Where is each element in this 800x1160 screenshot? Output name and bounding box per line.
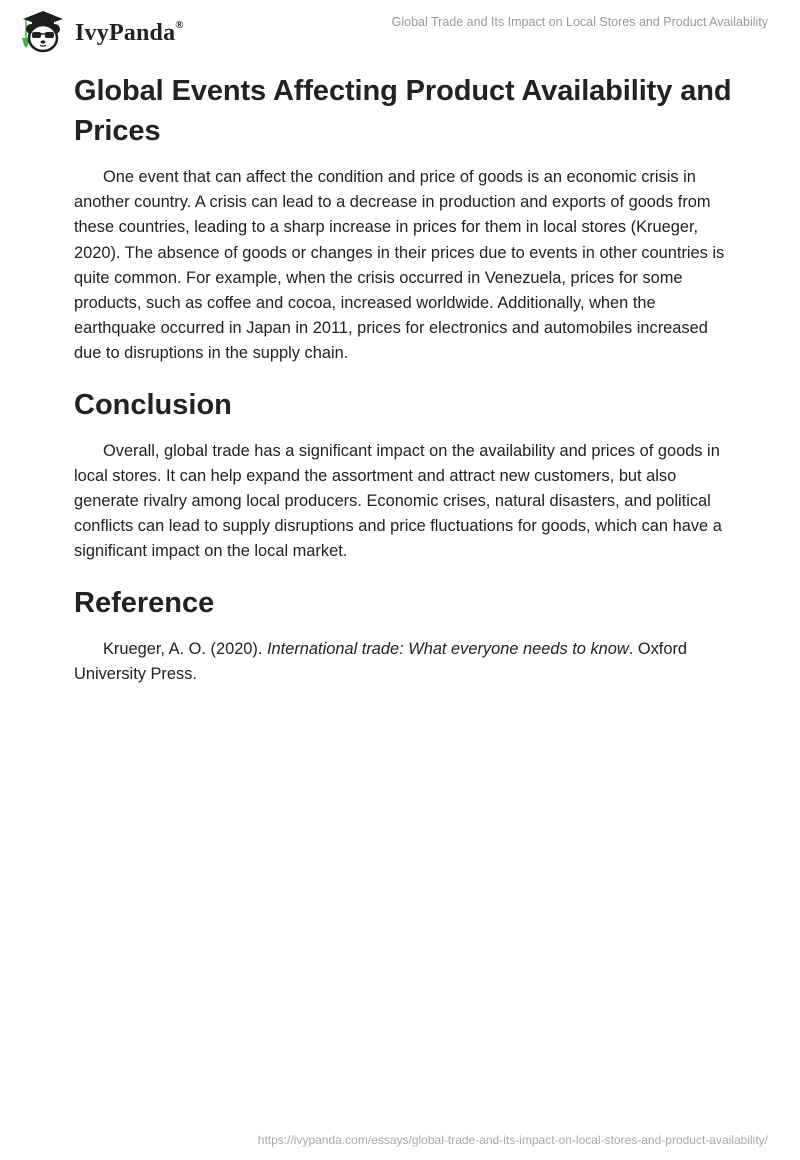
- page-header: [0, 0, 800, 60]
- section-conclusion: [74, 385, 734, 565]
- body-paragraph: Overall, global trade has a significant impact on the availability and prices of goods in local stores. It can help expand the assortment and attract new customers, but also generate rivalry among local producers. Economic crises, natural disasters, and political conflicts can lead to supply disruptions and price fluctuations for goods, which can have a significant impact on the local market.: [74, 441, 722, 561]
- reference-entry: [74, 637, 734, 687]
- ivypanda-logo[interactable]: [15, 7, 184, 53]
- reference-publisher: . Oxford University Press.: [74, 639, 688, 683]
- document-title: Global Trade and Its Impact on Local Stores and Product Availability: [391, 15, 768, 29]
- section-global-events: [74, 71, 734, 367]
- source-url[interactable]: https://ivypanda.com/essays/global-trade-and-its-impact-on-local-stores-and-product-availability/: [257, 1133, 768, 1147]
- panda-graduate-icon: [15, 7, 71, 53]
- essay-content: [74, 71, 734, 699]
- registered-mark: ®: [175, 18, 184, 31]
- body-paragraph: One event that can affect the condition and price of goods is an economic crisis in another country. A crisis can lead to a decrease in production and exports of goods from these countries, leading to a sharp increase in prices for them in local stores (Krueger, 2020). The absence of goods or changes in their prices due to events in other countries is quite common. For example, when the crisis occurred in Venezuela, prices for some products, such as coffee and cocoa, increased worldwide. Additionally, when the earthquake occurred in Japan in 2011, prices for electronics and automobiles increased due to disruptions in the supply chain.: [74, 168, 725, 363]
- reference-title: International trade: What everyone needs to know: [267, 639, 629, 658]
- reference-authors-year: Krueger, A. O. (2020).: [103, 639, 267, 658]
- section-heading: Conclusion: [74, 388, 232, 421]
- logo-wordmark: IvyPanda®: [75, 18, 184, 46]
- section-reference: [74, 583, 734, 687]
- section-heading: Global Events Affecting Product Availability and Prices: [74, 75, 732, 147]
- section-heading: Reference: [74, 586, 215, 619]
